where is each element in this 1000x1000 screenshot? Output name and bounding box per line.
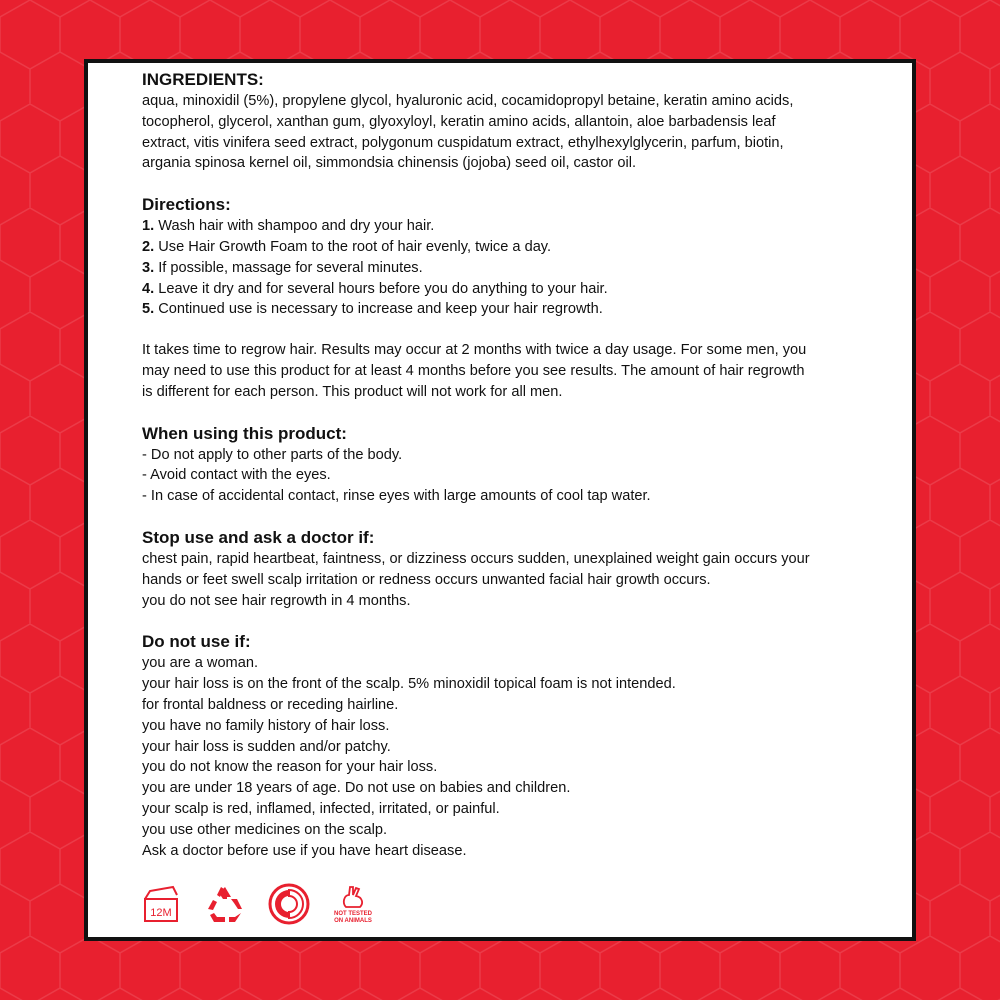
ingredients-heading: INGREDIENTS: [142,70,264,89]
step-number: 1. [142,218,155,235]
do-not-use-line: your hair loss is on the front of the scalp. 5% minoxidil topical foam is not intended. [142,676,676,693]
label-content [142,69,892,881]
step-text: Leave it dry and for several hours before you do anything to your hair. [158,280,608,297]
cruelty-free-label-1: NOT TESTED [333,911,373,917]
step-number: 4. [142,280,155,297]
cruelty-free-label-2: ON ANIMALS [334,918,372,924]
when-using-line: - Do not apply to other parts of the body. [142,446,403,463]
do-not-use-section [142,631,892,861]
certification-icons [140,883,374,925]
do-not-use-line: you are a woman. [142,655,259,672]
period-after-opening-icon [140,883,182,925]
not-tested-on-animals-icon [332,883,374,925]
results-line: It takes time to regrow hair. Results may occur at 2 months with twice a day usage. For some men, you [142,342,807,359]
results-line: is different for each person. This product will not work for all men. [142,383,563,400]
do-not-use-line: Ask a doctor before use if you have heart disease. [142,842,467,859]
stop-use-line: hands or feet swell scalp irritation or redness occurs unwanted facial hair growth occurs. [142,571,711,588]
label-card [84,59,916,941]
step-number: 5. [142,301,155,318]
direction-step [142,237,892,258]
do-not-use-line: your hair loss is sudden and/or patchy. [142,738,391,755]
step-number: 2. [142,238,155,255]
do-not-use-line: for frontal baldness or receding hairline. [142,696,399,713]
direction-step [142,216,892,237]
do-not-use-line: you are under 18 years of age. Do not use on babies and children. [142,780,571,797]
direction-step [142,258,892,279]
green-dot-icon [268,883,310,925]
when-using-line: - Avoid contact with the eyes. [142,467,331,484]
step-text: Continued use is necessary to increase and keep your hair regrowth. [158,301,603,318]
stop-use-heading: Stop use and ask a doctor if: [142,527,375,547]
pao-label: 12M [150,907,172,919]
step-text: Wash hair with shampoo and dry your hair. [158,218,435,235]
do-not-use-line: you do not know the reason for your hair loss. [142,759,438,776]
when-using-line: - In case of accidental contact, rinse eyes with large amounts of cool tap water. [142,488,651,505]
stop-use-line: chest pain, rapid heartbeat, faintness, or dizziness occurs sudden, unexplained weight gain occurs your [142,550,810,567]
do-not-use-heading: Do not use if: [142,632,251,652]
directions-heading: Directions: [142,195,231,215]
do-not-use-line: you use other medicines on the scalp. [142,821,387,838]
results-paragraph [142,340,892,402]
ingredients-line: aqua, minoxidil (5%), propylene glycol, hyaluronic acid, cocamidopropyl betaine, keratin amino acids, [142,93,794,109]
results-line: may need to use this product for at least 4 months before you see results. The amount of hair regrowth [142,362,805,379]
do-not-use-line: you have no family history of hair loss. [142,717,390,734]
when-using-heading: When using this product: [142,423,347,443]
ingredients-line: argania spinosa kernel oil, simmondsia chinensis (jojoba) seed oil, castor oil. [142,155,636,172]
when-using-section [142,423,892,507]
step-text: If possible, massage for several minutes. [158,259,423,276]
step-number: 3. [142,259,155,276]
stop-use-line: you do not see hair regrowth in 4 months. [142,592,411,609]
recycle-icon [204,883,246,925]
ingredients-line: tocopherol, glycerol, xanthan gum, glyoxyloyl, keratin amino acids, allantoin, aloe barbadensis leaf [142,113,776,130]
ingredients-line: extract, vitis vinifera seed extract, polygonum cuspidatum extract, ethylhexylglycerin, parfum, biotin, [142,134,784,151]
direction-step [142,299,892,320]
stop-use-section [142,527,892,611]
do-not-use-line: your scalp is red, inflamed, infected, irritated, or painful. [142,800,500,817]
ingredients-section [142,69,892,174]
step-text: Use Hair Growth Foam to the root of hair evenly, twice a day. [158,238,552,255]
directions-section [142,194,892,320]
direction-step [142,279,892,300]
